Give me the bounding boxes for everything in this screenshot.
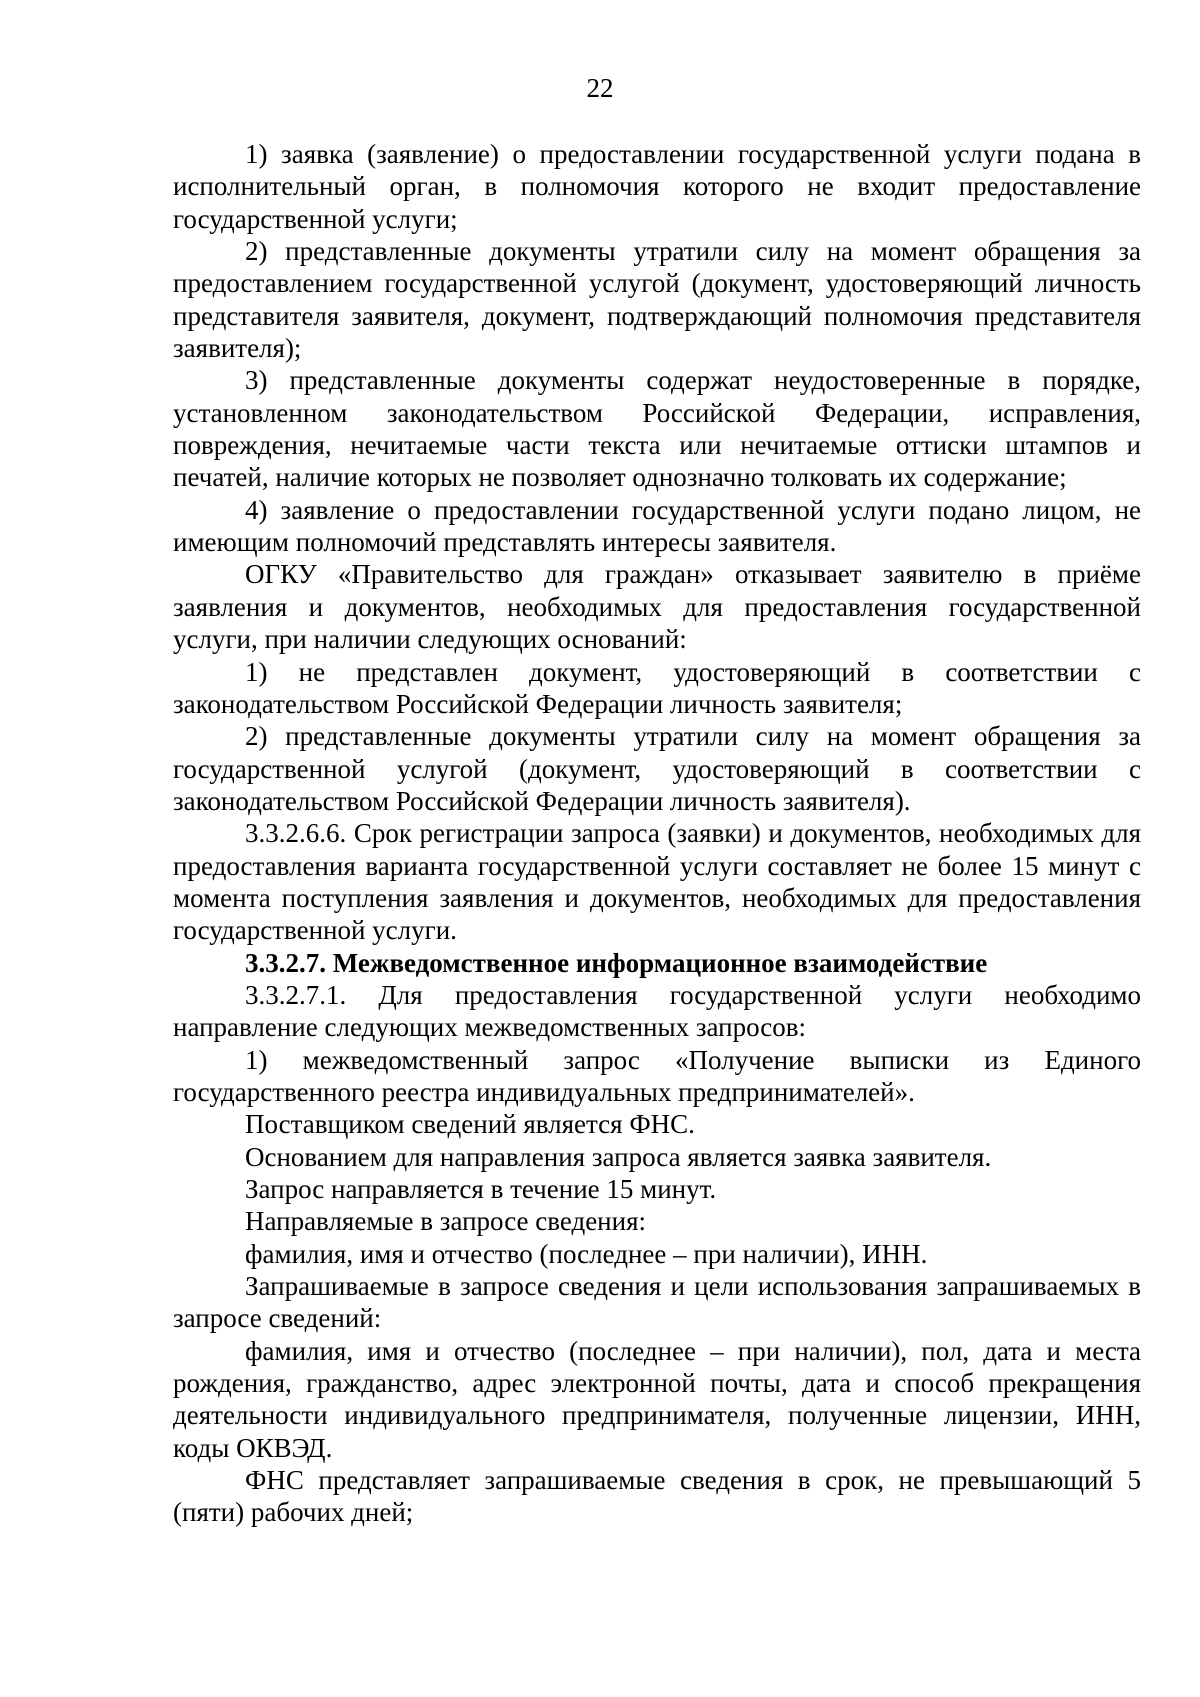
paragraph-refusal-reason-1: 1) заявка (заявление) о предоставлении государственной услуги подана в исполнительный орган, в полномочия которого не входит предоставление государственной услуги; [173,139,1141,234]
paragraph-ogku-reason-2: 2) представленные документы утратили силу на момент обращения за государственной услугой (документ, удостоверяющий в соответствии с законодательством Российской Федерации личность заявителя). [173,721,1141,816]
paragraph-registration-term: 3.3.2.6.6. Срок регистрации запроса (заявки) и документов, необходимых для предоставления варианта государственной услуги составляет не более 15 минут с момента поступления заявления и документов, необходимых для предоставления государственной услуги. [173,818,1141,946]
paragraph-sent-data-heading: Направляемые в запросе сведения: [245,1206,646,1237]
paragraph-ogku-reason-1: 1) не представлен документ, удостоверяющий в соответствии с законодательством Российской Федерации личность заявителя; [173,656,1141,719]
paragraph-interagency-requests: 3.3.2.7.1. Для предоставления государственной услуги необходимо направление следующих межведомственных запросов: [173,979,1141,1043]
paragraph-provider: Поставщиком сведений является ФНС. [245,1109,695,1140]
document-body [173,138,1141,1529]
section-heading-interagency: 3.3.2.7. Межведомственное информационное взаимодействие [245,947,988,978]
paragraph-basis: Основанием для направления запроса является заявка заявителя. [245,1141,992,1172]
paragraph-refusal-reason-2: 2) представленные документы утратили силу на момент обращения за предоставлением государственной услугой (документ, удостоверяющий личность представителя заявителя, документ, подтверждающий полномочия представителя заявителя); [173,236,1141,364]
paragraph-sent-data: фамилия, имя и отчество (последнее – при наличии), ИНН. [245,1238,928,1269]
paragraph-ogku-refusal-intro: ОГКУ «Правительство для граждан» отказывает заявителю в приёме заявления и документов, необходимых для предоставления государственной услуги, при наличии следующих оснований: [173,559,1141,655]
paragraph-refusal-reason-3: 3) представленные документы содержат неудостоверенные в порядке, установленном законодательством Российской Федерации, исправления, повреждения, нечитаемые части текста или нечитаемые оттиски штампов и печатей, наличие которых не позволяет однозначно толковать их содержание; [173,365,1141,493]
paragraph-fns-response-term: ФНС представляет запрашиваемые сведения в срок, не превышающий 5 (пяти) рабочих дней; [173,1465,1141,1528]
paragraph-refusal-reason-4: 4) заявление о предоставлении государственной услуги подано лицом, не имеющим полномочий представлять интересы заявителя. [173,494,1141,558]
paragraph-request-timing: Запрос направляется в течение 15 минут. [245,1174,717,1204]
paragraph-requested-data-heading: Запрашиваемые в запросе сведения и цели использования запрашиваемых в запросе сведений: [173,1271,1141,1334]
paragraph-request-egrip: 1) межведомственный запрос «Получение выписки из Единого государственного реестра индивидуальных предпринимателей». [173,1044,1141,1107]
page-number: 22 [586,73,614,103]
paragraph-requested-data: фамилия, имя и отчество (последнее – при наличии), пол, дата и места рождения, гражданство, адрес электронной почты, дата и способ прекращения деятельности индивидуального предпринимателя, полученные лицензии, ИНН, коды ОКВЭД. [173,1335,1141,1463]
